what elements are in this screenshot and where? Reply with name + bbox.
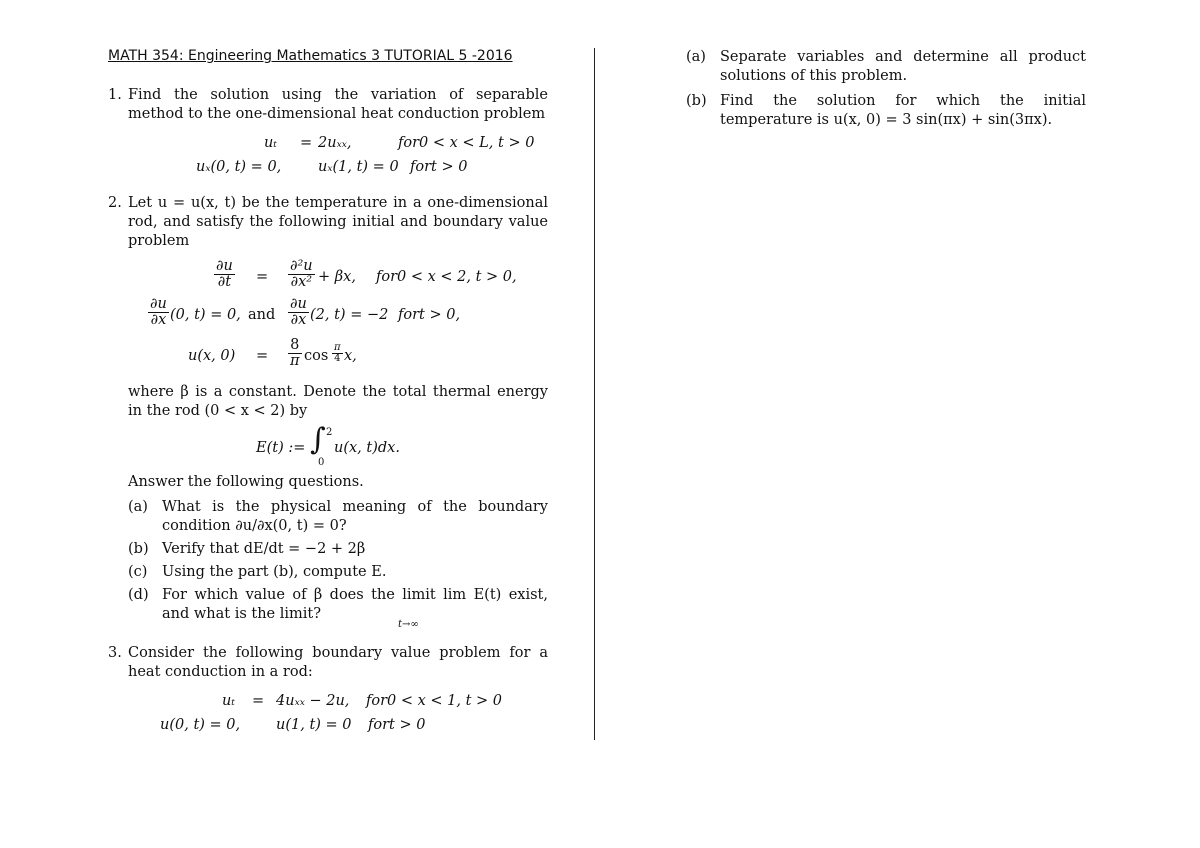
eq-cond: for0 < x < 1, t > 0 — [366, 693, 503, 709]
right-column — [686, 48, 1086, 134]
pde-rhs: $\frac{\text{∂²u}}{\text{∂x²}}$ — [290, 258, 313, 290]
part-text: What is the physical meaning of the boundary condition ∂u/∂x(0, t) = 0? — [162, 499, 548, 534]
part-label: (b) — [128, 541, 149, 557]
problem-2-part-d — [128, 586, 548, 630]
part-text: Verify that dE/dt = −2 + 2β — [162, 541, 366, 557]
integral-upper: 2 — [326, 427, 333, 438]
problem-2-intro: Let u = u(x, t) be the temperature in a one-dimensional rod, and satisfy the following initial and boundary value problem — [128, 195, 548, 249]
problem-3-equation-1 — [128, 692, 548, 716]
problem-2-part-c — [128, 563, 548, 582]
integral-sign: ∫ — [310, 422, 326, 457]
eq-cond: for0 < x < L, t > 0 — [398, 135, 535, 151]
bc-left-frac: $\frac{\partial u}{\partial x}$ — [150, 296, 167, 328]
limit-subscript: t→∞ — [398, 619, 419, 630]
energy-text: where β is a constant. Denote the total thermal energy in the rod (0 < x < 2) by — [128, 384, 548, 419]
bc-right: (2, t) = −2 — [310, 307, 389, 323]
part-label: (b) — [686, 93, 707, 109]
bc-and: and — [248, 307, 276, 323]
eq-right: u(1, t) = 0 — [276, 717, 352, 733]
problem-1-equation-2 — [128, 158, 548, 182]
integrand: u(x, t)dx. — [334, 440, 400, 456]
ic-frac: $\frac{8}{\pi}$ — [290, 337, 300, 369]
eq-cond: fort > 0 — [368, 717, 426, 733]
part-text: For which value of β does the limit lim E(t) exist, and what is the limit? — [162, 587, 548, 622]
bc-left: (0, t) = 0, — [170, 307, 241, 323]
eq-lhs: uₜ — [264, 135, 277, 151]
part-label: (d) — [128, 587, 149, 603]
problem-1 — [108, 86, 548, 182]
part-text: Find the solution for which the initial temperature is u(x, 0) = 3 sin(πx) + sin(3πx). — [720, 93, 1086, 128]
problem-2-part-a — [128, 498, 548, 536]
left-column — [108, 48, 548, 740]
eq-left: uₓ(0, t) = 0, — [196, 159, 282, 175]
bc-right-frac: $\frac{\partial u}{\partial x}$ — [290, 296, 307, 328]
eq-rel: = — [252, 693, 265, 709]
right-part-b — [686, 92, 1086, 130]
problem-2-number: 2. — [108, 195, 122, 211]
part-label: (c) — [128, 564, 148, 580]
problem-2-system — [128, 259, 548, 377]
problem-3-number: 3. — [108, 645, 122, 661]
energy-lhs: E(t) := — [256, 440, 306, 456]
problem-1-equation-1 — [128, 134, 548, 158]
problem-2-parts — [128, 498, 548, 630]
part-label: (a) — [686, 49, 706, 65]
problem-2 — [108, 194, 548, 630]
eq-left: u(0, t) = 0, — [160, 717, 241, 733]
eq-lhs: uₜ — [222, 693, 235, 709]
pde-cond: for0 < x < 2, t > 0, — [376, 269, 517, 285]
bc-cond: fort > 0, — [398, 307, 461, 323]
integral-lower: 0 — [318, 457, 325, 468]
ic-end: x, — [344, 348, 357, 364]
ic-rel: = — [256, 348, 269, 364]
problem-1-text: Find the solution using the variation of separable method to the one-dimensional heat conduction problem — [128, 87, 548, 122]
eq-rel: = — [300, 135, 313, 151]
ic-pi-frac: $\frac{\pi}{4}$ — [334, 342, 341, 364]
eq-cond: fort > 0 — [410, 159, 468, 175]
ic-lhs: u(x, 0) — [188, 348, 236, 364]
answer-prompt: Answer the following questions. — [128, 474, 364, 490]
energy-equation — [128, 422, 548, 471]
page-title: MATH 354: Engineering Mathematics 3 TUTORIAL 5 -2016 — [108, 48, 513, 64]
problem-1-number: 1. — [108, 87, 122, 103]
part-label: (a) — [128, 499, 148, 515]
problem-2-part-b — [128, 540, 548, 559]
ic-cos: cos — [304, 348, 329, 364]
pde-rel: = — [256, 269, 269, 285]
problem-3 — [108, 644, 548, 740]
right-part-a — [686, 48, 1086, 86]
part-text: Separate variables and determine all product solutions of this problem. — [720, 49, 1086, 84]
problem-3-equation-2 — [128, 716, 548, 740]
eq-rhs: 4uₓₓ − 2u, — [276, 693, 350, 709]
pde-lhs: $\frac{\partial u}{\partial t}$ — [216, 258, 233, 290]
eq-right: uₓ(1, t) = 0 — [318, 159, 399, 175]
column-divider — [594, 48, 595, 740]
part-text: Using the part (b), compute E. — [162, 564, 387, 580]
pde-tail: + βx, — [318, 269, 356, 285]
problem-3-text: Consider the following boundary value problem for a heat conduction in a rod: — [128, 645, 548, 680]
eq-rhs: 2uₓₓ, — [318, 135, 352, 151]
